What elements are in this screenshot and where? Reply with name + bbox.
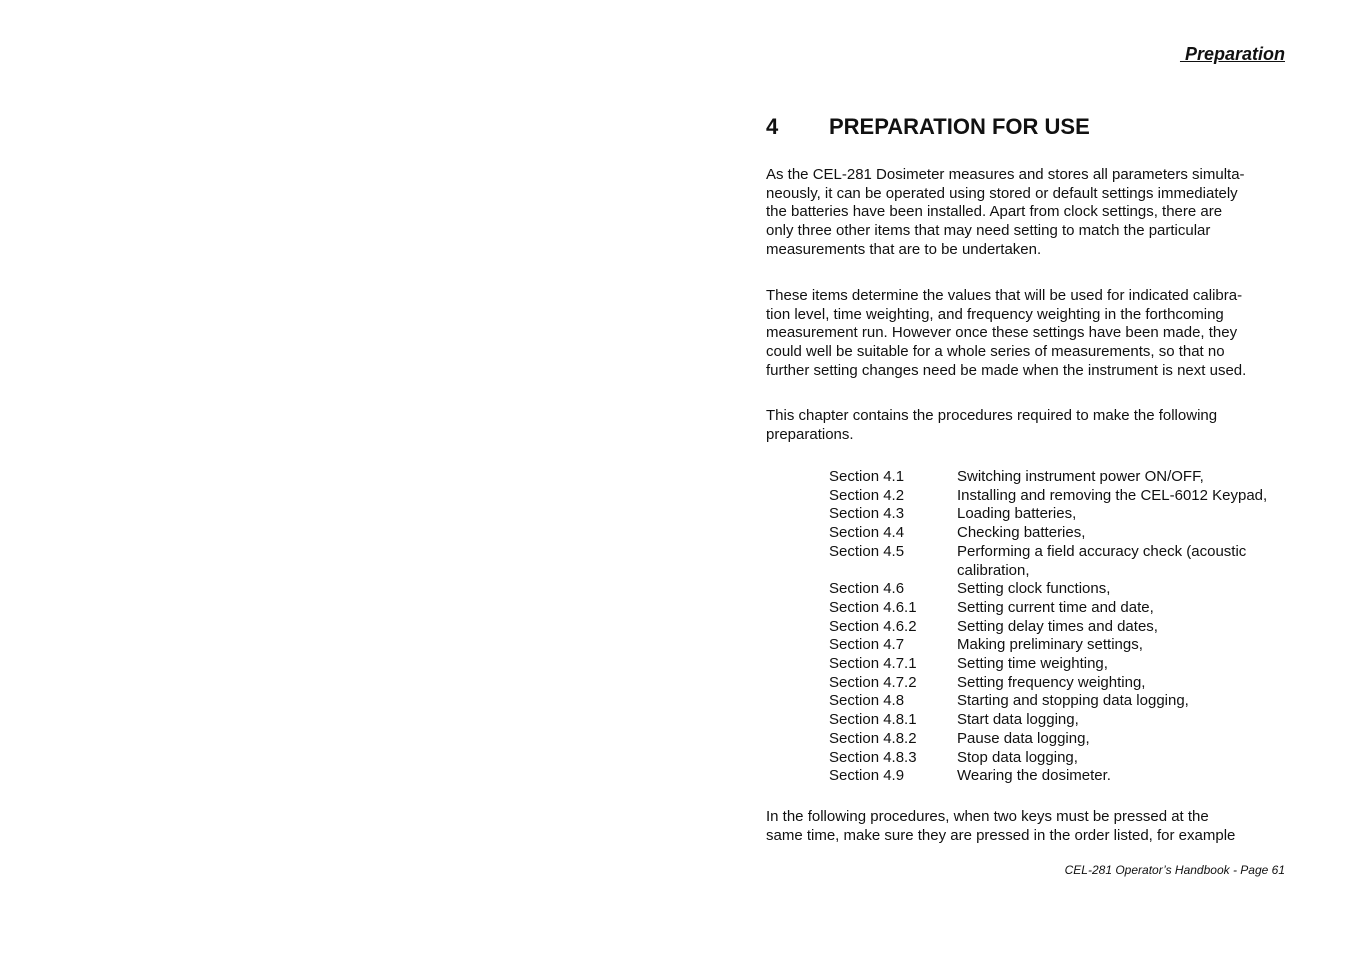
paragraph-line: This chapter contains the procedures required to make the following	[766, 407, 1218, 424]
paragraph-key-order	[766, 808, 1296, 845]
section-list-item	[829, 730, 1299, 749]
paragraph-line: preparations.	[766, 425, 854, 443]
paragraph-chapter-contents	[766, 407, 1296, 444]
section-list-item	[829, 749, 1299, 768]
section-list-item	[829, 487, 1299, 506]
paragraph-line: In the following procedures, when two keys must be pressed at the	[766, 808, 1209, 825]
section-list	[829, 468, 1299, 786]
section-ref: Section 4.6.1	[829, 598, 917, 616]
section-ref: Section 4.5	[829, 542, 905, 560]
paragraph-line: measurement run. However once these settings have been made, they	[766, 324, 1238, 342]
page-footer: CEL-281 Operator’s Handbook - Page 61	[1064, 863, 1285, 877]
paragraph-settings	[766, 287, 1296, 381]
section-list-item	[829, 468, 1299, 487]
section-description-line: Setting current time and date,	[957, 598, 1154, 616]
section-ref: Section 4.8	[829, 692, 905, 710]
section-description-line: Switching instrument power ON/OFF,	[957, 468, 1204, 485]
running-header: Preparation	[1179, 44, 1285, 64]
section-ref: Section 4.9	[829, 767, 905, 785]
section-description	[957, 468, 1299, 487]
section-description-line: Installing and removing the CEL-6012 Keypad,	[957, 486, 1268, 504]
section-list-item	[829, 580, 1299, 599]
section-ref: Section 4.8.1	[829, 711, 917, 729]
section-list-item	[829, 711, 1299, 730]
section-ref: Section 4.7	[829, 636, 905, 654]
section-description	[957, 749, 1299, 768]
section-list-item	[829, 674, 1299, 693]
section-ref: Section 4.8.3	[829, 748, 917, 766]
section-list-item	[829, 599, 1299, 618]
section-description	[957, 543, 1299, 580]
section-list-item	[829, 767, 1299, 786]
section-ref: Section 4.4	[829, 524, 905, 542]
section-description-line: Loading batteries,	[957, 505, 1077, 523]
section-description	[957, 524, 1299, 543]
section-ref: Section 4.7.2	[829, 673, 917, 691]
section-ref: Section 4.3	[829, 505, 905, 523]
section-description	[957, 618, 1299, 637]
section-ref: Section 4.7.1	[829, 655, 917, 673]
section-description-line: Setting delay times and dates,	[957, 617, 1158, 635]
section-description-line: Pause data logging,	[957, 729, 1090, 747]
chapter-number: 4	[766, 114, 779, 139]
paragraph-line: the batteries have been installed. Apart from clock settings, there are	[766, 203, 1223, 221]
paragraph-line: tion level, time weighting, and frequency weighting in the forthcoming	[766, 305, 1224, 323]
paragraph-line: These items determine the values that will be used for indicated calibra-	[766, 287, 1243, 304]
section-description	[957, 505, 1299, 524]
chapter-title: PREPARATION FOR USE	[829, 114, 1090, 139]
section-description-line: Performing a field accuracy check (acoustic	[957, 542, 1247, 560]
section-description	[957, 487, 1299, 506]
paragraph-line: neously, it can be operated using stored or default settings immediately	[766, 184, 1238, 202]
section-description-line: Setting time weighting,	[957, 655, 1108, 673]
section-list-item	[829, 655, 1299, 674]
section-description-line: Starting and stopping data logging,	[957, 692, 1189, 710]
paragraph-line: same time, make sure they are pressed in the order listed, for example	[766, 826, 1236, 844]
section-description-line: Stop data logging,	[957, 748, 1078, 766]
paragraph-line: measurements that are to be undertaken.	[766, 240, 1042, 258]
section-description-line: Setting frequency weighting,	[957, 673, 1146, 691]
section-description	[957, 730, 1299, 749]
section-description-line: Start data logging,	[957, 711, 1079, 729]
paragraph-line: only three other items that may need setting to match the particular	[766, 222, 1211, 240]
section-description	[957, 767, 1299, 786]
section-description-line: Wearing the dosimeter.	[957, 767, 1111, 785]
paragraph-intro	[766, 166, 1296, 260]
section-description-line: Setting clock functions,	[957, 580, 1111, 598]
section-list-item	[829, 524, 1299, 543]
section-list-item	[829, 692, 1299, 711]
paragraph-line: could well be suitable for a whole series of measurements, so that no	[766, 343, 1225, 361]
section-list-item	[829, 618, 1299, 637]
section-description	[957, 674, 1299, 693]
paragraph-line: As the CEL-281 Dosimeter measures and stores all parameters simulta-	[766, 166, 1245, 183]
section-description	[957, 711, 1299, 730]
section-description	[957, 692, 1299, 711]
section-ref: Section 4.6	[829, 580, 905, 598]
section-description	[957, 599, 1299, 618]
chapter-heading	[766, 114, 1090, 140]
section-list-item	[829, 636, 1299, 655]
section-description-line: calibration,	[957, 561, 1030, 579]
section-description	[957, 580, 1299, 599]
section-description	[957, 636, 1299, 655]
section-ref: Section 4.8.2	[829, 729, 917, 747]
section-description-line: Checking batteries,	[957, 524, 1086, 542]
paragraph-line: further setting changes need be made when the instrument is next used.	[766, 361, 1247, 379]
section-list-item	[829, 543, 1299, 580]
section-description-line: Making preliminary settings,	[957, 636, 1143, 654]
section-ref: Section 4.1	[829, 468, 905, 485]
section-list-item	[829, 505, 1299, 524]
section-ref: Section 4.6.2	[829, 617, 917, 635]
section-description	[957, 655, 1299, 674]
section-ref: Section 4.2	[829, 486, 905, 504]
